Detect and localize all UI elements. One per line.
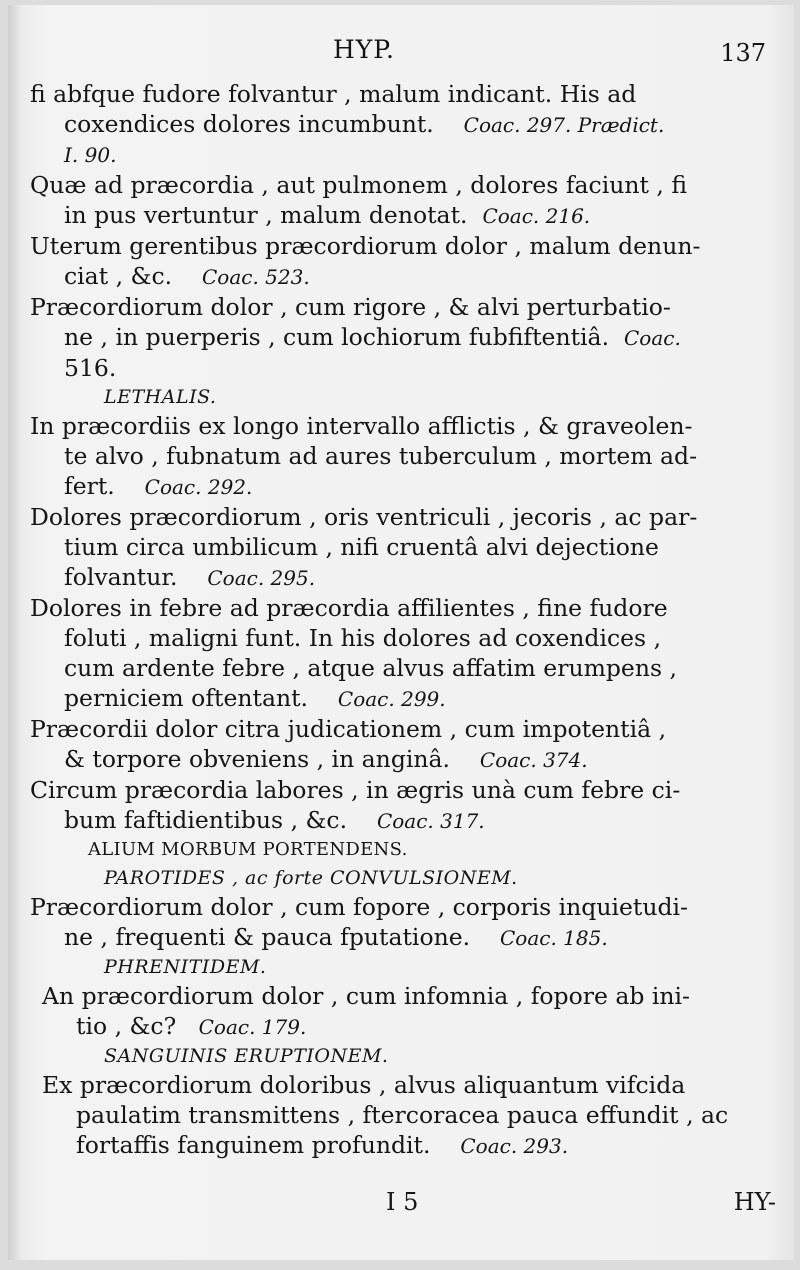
entry-line: Præcordiorum dolor , cum fopore , corporis inquietudi- [30,893,688,921]
coac-reference: Coac. 295. [207,566,316,590]
entry [30,1070,776,1161]
entry-line-with-ref [30,322,776,353]
reference-tail: 516. [64,354,117,382]
entry-line: in pus vertuntur , malum denotat. [64,201,468,229]
entry-line-with-ref [30,683,776,714]
entry-line: fortaffis fanguinem profundit. [76,1131,431,1159]
coac-reference: Coac. 297. Prædict. [463,113,665,137]
entry-line: In præcordiis ex longo intervallo afflictis , & graveolen- [30,412,693,440]
entry-line: ne , in puerperis , cum lochiorum fubfiftentiâ. [64,323,610,351]
coac-reference: Coac. 299. [337,687,446,711]
entry [30,892,776,953]
entry [30,981,776,1042]
entry-line-with-ref [30,805,776,836]
entry-line: ne , frequenti & pauca fputatione. [64,923,471,951]
signature-mark: I 5 [386,1188,419,1216]
entry-line-with-ref [30,922,776,953]
entry [30,714,776,775]
entry-line: An præcordiorum dolor , cum infomnia , fopore ab ini- [42,982,690,1010]
coac-reference: Coac. 317. [376,809,485,833]
entry-line: paulatim transmittens , ftercoracea pauca effundit , ac [76,1101,729,1129]
coac-reference: Coac. 292. [144,475,253,499]
entry-line: Uterum gerentibus præcordiorum dolor , malum denun- [30,232,701,260]
coac-reference: Coac. 185. [500,926,608,950]
entry [30,292,776,383]
entry [30,502,776,593]
entry-line-with-ref [30,200,776,231]
entry-line-with-ref [30,109,776,140]
entry-line: perniciem oftentant. [64,684,309,712]
page-footer [8,1188,794,1222]
entry-line-with-ref [30,744,776,775]
entry-line: & torpore obveniens , in anginâ. [64,745,450,773]
entry [30,170,776,231]
coac-reference: Coac. 293. [460,1134,569,1158]
catchword: HY- [733,1188,776,1216]
entry-line: foluti , maligni funt. In his dolores ad coxendices , [64,624,662,652]
entry-line: coxendices dolores incumbunt. [64,110,434,138]
entry-line: tio , &c? [76,1012,177,1040]
coac-reference: Coac. 523. [201,265,310,289]
running-head: HYP. [333,35,396,64]
section-heading-alium: ALIUM MORBUM PORTENDENS. [88,839,408,860]
page-body [30,79,776,1161]
entry [30,775,776,836]
reference-tail: I. 90. [64,143,117,167]
entry [30,79,776,170]
entry-line-with-ref [30,471,776,502]
coac-reference: Coac. 179. [198,1015,307,1039]
entry-line: te alvo , fubnatum ad aures tuberculum , mortem ad- [64,442,698,470]
entry-line-with-ref [30,261,776,292]
section-heading-phrenitidem: PHRENITIDEM. [104,956,267,978]
entry-line: cum ardente febre , atque alvus affatim erumpens , [64,654,677,682]
entry-line: Ex præcordiorum doloribus , alvus aliquantum vifcida [42,1071,686,1099]
entry-line: folvantur. [64,563,178,591]
page-header [8,35,794,71]
entry-line: Quæ ad præcordia , aut pulmonem , dolores faciunt , fi [30,171,688,199]
entry-line-with-ref [42,1130,776,1161]
section-heading-sanguinis: SANGUINIS ERUPTIONEM. [104,1045,389,1067]
coac-reference: Coac. 374. [479,748,588,772]
entry-line: fi abfque fudore folvantur , malum indicant. His ad [30,80,637,108]
entry-line: Præcordiorum dolor , cum rigore , & alvi perturbatio- [30,293,671,321]
entry-line: ciat , &c. [64,262,173,290]
entry-line: bum faftidientibus , &c. [64,806,348,834]
section-heading-parotides: PAROTIDES , ac forte CONVULSIONEM. [104,867,518,889]
page-number: 137 [720,39,766,67]
book-page [8,5,794,1260]
entry [30,411,776,502]
entry-line: Circum præcordia labores , in ægris unà cum febre ci- [30,776,681,804]
entry-line-with-ref [30,562,776,593]
section-heading-lethalis: LETHALIS. [104,386,217,408]
entry-line: tium circa umbilicum , nifi cruentâ alvi dejectione [64,533,659,561]
entry [30,593,776,714]
entry-line: Præcordii dolor citra judicationem , cum impotentiâ , [30,715,667,743]
entry-line: Dolores præcordiorum , oris ventriculi , jecoris , ac par- [30,503,698,531]
coac-reference: Coac. 216. [482,204,591,228]
entry-line: Dolores in febre ad præcordia affilientes , fine fudore [30,594,668,622]
entry [30,231,776,292]
entry-line: fert. [64,472,115,500]
entry-line-with-ref [42,1011,776,1042]
coac-reference: Coac. [624,326,681,350]
